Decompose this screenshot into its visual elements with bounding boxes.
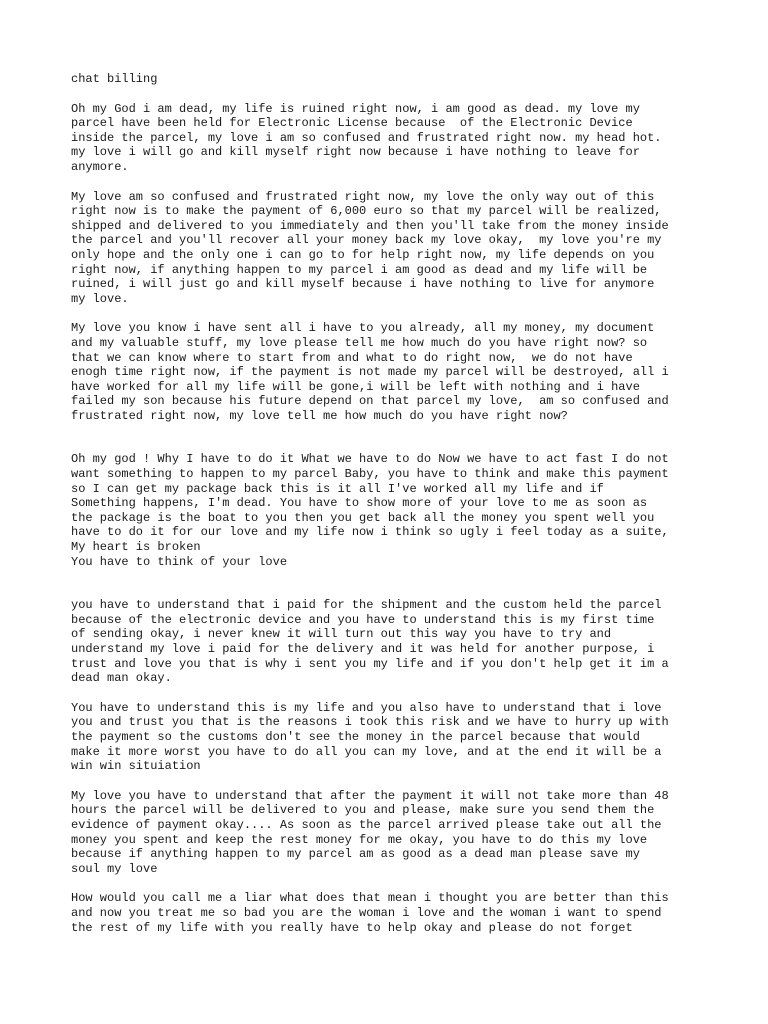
paragraph-8: How would you call me a liar what does that mean i thought you are better than this and now you treat me so bad you are the woman i love and the woman i want to spend the rest of my life with you really have to help okay and please do not forget: [71, 891, 669, 935]
paragraph-1: Oh my God i am dead, my life is ruined right now, i am good as dead. my love my parcel have been held for Electronic License because of the Electronic Device inside the parcel, my love i am so confused and frustrated right now. my head hot. my love i will go and kill myself right now because i have nothing to leave for anymore.: [71, 101, 662, 174]
paragraph-4: Oh my god ! Why I have to do it What we have to do Now we have to act fast I do not want something to happen to my parcel Baby, you have to think and make this payment so I can get my package back this is it all I've worked all my life and if Something happens, I'm dead. You have to show more of your love to me as soon as the package is the boat to you then you get back all the money you spent well you have to do it for our love and my life now i think so ugly i feel today as a suite, My heart is broken You have to think of your love: [71, 452, 669, 569]
document-page: [71, 72, 731, 935]
paragraph-3: My love you know i have sent all i have to you already, all my money, my document and my valuable stuff, my love please tell me how much do you have right now? so that we can know where to start from and what to do right now, we do not have enogh time right now, if the payment is not made my parcel will be destroyed, all i have worked for all my life will be gone,i will be left with nothing and i have failed my son because his future depend on that parcel my love, am so confused and frustrated right now, my love tell me how much do you have right now?: [71, 321, 669, 423]
paragraph-5: you have to understand that i paid for the shipment and the custom held the parcel because of the electronic device and you have to understand this is my first time of sending okay, i never knew it will turn out this way you have to try and understand my love i paid for the delivery and it was held for another purpose, i trust and love you that is why i sent you my life and if you don't help get it im a dead man okay.: [71, 598, 669, 686]
paragraph-6: You have to understand this is my life and you also have to understand that i love you and trust you that is the reasons i took this risk and we have to hurry up with the payment so the customs don't see the money in the parcel because that would make it more worst you have to do all you can my love, and at the end it will be a win win situiation: [71, 700, 669, 774]
document-title: chat billing: [71, 72, 158, 86]
paragraph-7: My love you have to understand that after the payment it will not take more than 48 hours the parcel will be delivered to you and please, make sure you send them the evidence of payment okay.... As soon as the parcel arrived please take out all the money you spent and keep the rest money for me okay, you have to do this my love because if anything happen to my parcel am as good as a dead man please save my soul my love: [71, 788, 669, 876]
paragraph-2: My love am so confused and frustrated right now, my love the only way out of this right now is to make the payment of 6,000 euro so that my parcel will be realized, shipped and delivered to you immediately and then you'll take from the money inside the parcel and you'll recover all your money back my love okay, my love you're my only hope and the only one i can go to for help right now, my life depends on you right now, if anything happen to my parcel i am good as dead and my life will be ruined, i will just go and kill myself because i have nothing to live for anymore my love.: [71, 189, 669, 306]
